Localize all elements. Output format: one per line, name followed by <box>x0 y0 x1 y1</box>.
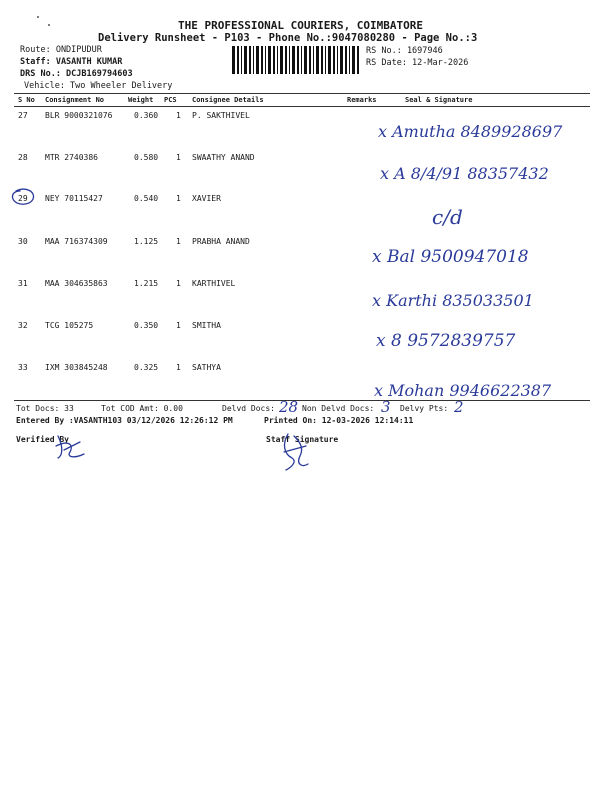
handwritten-cd-row-29 <box>432 202 492 232</box>
row-27-consignment: BLR 9000321076 <box>45 111 113 120</box>
header-top-rule <box>14 93 590 94</box>
printed-on: Printed On: 12-03-2026 12:14:11 <box>264 416 414 425</box>
col-pcs: PCS <box>164 96 177 104</box>
barcode-bar <box>280 46 283 74</box>
barcode-bar <box>340 46 343 74</box>
stray-dot <box>37 16 39 18</box>
col-weight: Weight <box>128 96 154 104</box>
delivery-points-value: 2 <box>454 398 464 416</box>
barcode-bar <box>321 46 323 74</box>
row-33-weight: 0.325 <box>134 363 159 372</box>
barcode-bar <box>265 46 266 74</box>
header-bottom-rule <box>14 106 590 107</box>
row-32-sno: 32 <box>18 321 28 330</box>
handwritten-signature-row-28 <box>380 160 570 188</box>
row-33-consignment: IXM 303845248 <box>45 363 108 372</box>
barcode <box>232 46 362 76</box>
barcode-bar <box>249 46 251 74</box>
staff-signature-label: Staff Signature <box>266 435 339 444</box>
total-docs: Tot Docs: 33 <box>16 404 74 413</box>
barcode-bar <box>292 46 295 74</box>
rs-date: RS Date: 12-Mar-2026 <box>366 58 469 68</box>
company-title: THE PROFESSIONAL COURIERS, COIMBATORE <box>178 19 424 32</box>
barcode-bar <box>316 46 319 74</box>
row-31-weight: 1.215 <box>134 279 159 288</box>
handwritten-signature-row-30 <box>372 240 572 274</box>
stray-dot <box>48 24 50 26</box>
row-28-consignment: MTR 2740386 <box>45 153 98 162</box>
runsheet-subtitle: Delivery Runsheet - P103 - Phone No.:9047080280 - Page No.:3 <box>98 32 478 44</box>
row-28-consignee: SWAATHY ANAND <box>192 153 255 162</box>
delivered-docs-value: 28 <box>279 398 299 416</box>
row-29-sno: 29 <box>18 194 28 203</box>
row-29-consignment: NEY 70115427 <box>45 194 103 203</box>
handwritten-circle-29 <box>10 188 38 208</box>
row-30-sno: 30 <box>18 237 28 246</box>
row-32-consignment: TCG 105275 <box>45 321 94 330</box>
signature-text-27: x Amutha 8489928697 <box>378 122 563 141</box>
barcode-bar <box>333 46 335 74</box>
barcode-bar <box>244 46 247 74</box>
barcode-bar <box>273 46 275 74</box>
row-33-sno: 33 <box>18 363 28 372</box>
signature-text-31: x Karthi 835033501 <box>372 291 534 310</box>
barcode-bar <box>349 46 350 74</box>
barcode-bar <box>268 46 271 74</box>
delivered-docs-handwritten <box>279 396 303 416</box>
row-31-sno: 31 <box>18 279 28 288</box>
barcode-bar <box>297 46 299 74</box>
col-consignee: Consignee Details <box>192 96 264 104</box>
signature-text-32: x 8 9572839757 <box>376 331 516 351</box>
route-label: Route: ONDIPUDUR <box>20 45 102 55</box>
row-29-pcs: 1 <box>176 194 181 203</box>
non-delivered-docs-label: Non Delvd Docs: <box>302 404 375 413</box>
row-32-pcs: 1 <box>176 321 181 330</box>
barcode-bar <box>352 46 355 74</box>
col-sno: S No <box>18 96 35 104</box>
signature-text-33: x Mohan 9946622387 <box>374 381 552 400</box>
total-cod-amount: Tot COD Amt: 0.00 <box>101 404 183 413</box>
barcode-bar <box>253 46 254 74</box>
entered-by: Entered By :VASANTH103 03/12/2026 12:26:12 PM <box>16 416 233 425</box>
col-seal-signature: Seal & Signature <box>405 96 473 104</box>
row-28-pcs: 1 <box>176 153 181 162</box>
verified-by-label: Verified By <box>16 435 69 444</box>
barcode-bar <box>256 46 259 74</box>
col-remarks: Remarks <box>347 96 377 104</box>
staff-label: Staff: VASANTH KUMAR <box>20 57 123 67</box>
barcode-bar <box>301 46 302 74</box>
row-28-weight: 0.580 <box>134 153 159 162</box>
vehicle-label: Vehicle: Two Wheeler Delivery <box>24 81 173 91</box>
delivery-points-label: Delvy Pts: <box>400 404 449 413</box>
delivery-points-handwritten <box>454 396 470 416</box>
barcode-bar <box>309 46 311 74</box>
barcode-bar <box>285 46 287 74</box>
row-30-pcs: 1 <box>176 237 181 246</box>
delivered-docs-label: Delvd Docs: <box>222 404 275 413</box>
handwritten-signature-row-32 <box>376 326 576 356</box>
signature-text-29: c/d <box>432 205 463 229</box>
row-30-consignment: MAA 716374309 <box>45 237 108 246</box>
row-27-consignee: P. SAKTHIVEL <box>192 111 250 120</box>
row-33-consignee: SATHYA <box>192 363 221 372</box>
non-delivered-docs-value: 3 <box>381 398 391 416</box>
verified-by-signature <box>50 428 90 464</box>
barcode-bar <box>237 46 239 74</box>
barcode-bar <box>277 46 278 74</box>
barcode-bar <box>357 46 359 74</box>
barcode-bar <box>337 46 338 74</box>
row-28-sno: 28 <box>18 153 28 162</box>
row-31-pcs: 1 <box>176 279 181 288</box>
row-29-weight: 0.540 <box>134 194 159 203</box>
barcode-bar <box>345 46 347 74</box>
non-delivered-docs-handwritten <box>381 396 395 416</box>
row-33-pcs: 1 <box>176 363 181 372</box>
barcode-bar <box>289 46 290 74</box>
barcode-bar <box>304 46 307 74</box>
handwritten-signature-row-27 <box>378 118 568 146</box>
row-27-sno: 27 <box>18 111 28 120</box>
row-29-consignee: XAVIER <box>192 194 221 203</box>
drs-label: DRS No.: DCJB169794603 <box>20 69 133 79</box>
col-consignment: Consignment No <box>45 96 105 104</box>
barcode-bar <box>232 46 235 74</box>
barcode-bar <box>241 46 242 74</box>
row-31-consignee: KARTHIVEL <box>192 279 236 288</box>
row-32-weight: 0.350 <box>134 321 159 330</box>
barcode-bar <box>325 46 326 74</box>
signature-text-28: x A 8/4/91 88357432 <box>380 164 549 183</box>
row-31-consignment: MAA 304635863 <box>45 279 108 288</box>
row-30-consignee: PRABHA ANAND <box>192 237 250 246</box>
signature-text-30: x Bal 9500947018 <box>372 247 529 267</box>
handwritten-signature-row-31 <box>372 288 572 316</box>
barcode-bar <box>328 46 331 74</box>
row-27-weight: 0.360 <box>134 111 159 120</box>
rs-number: RS No.: 1697946 <box>366 46 443 56</box>
barcode-bar <box>313 46 314 74</box>
staff-signature <box>278 428 318 474</box>
row-32-consignee: SMITHA <box>192 321 221 330</box>
barcode-bar <box>261 46 263 74</box>
row-27-pcs: 1 <box>176 111 181 120</box>
row-30-weight: 1.125 <box>134 237 159 246</box>
